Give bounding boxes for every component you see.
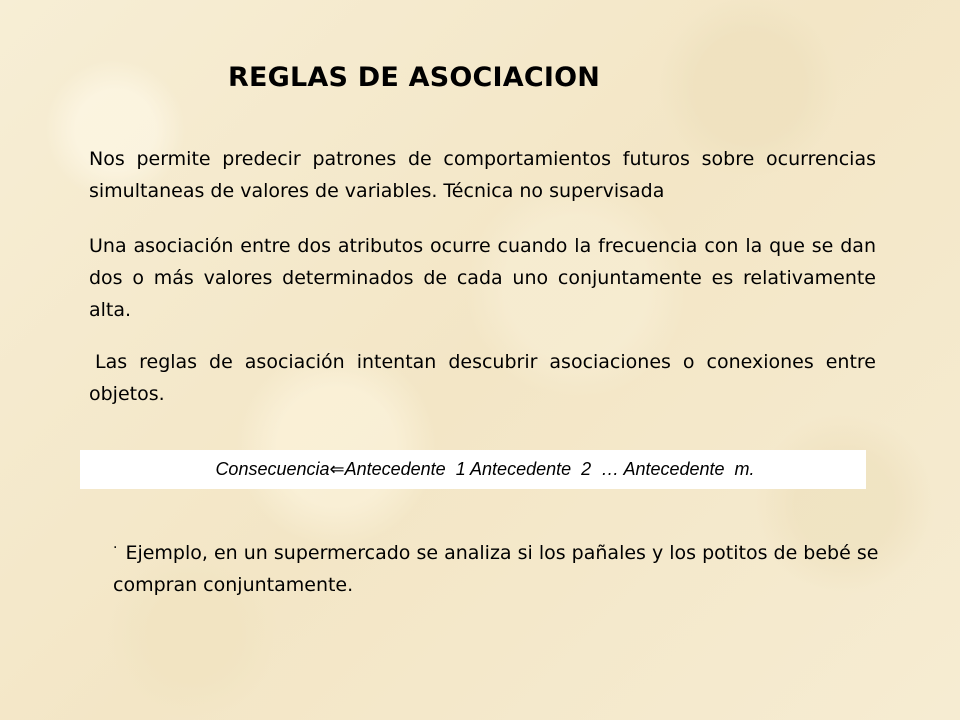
formula-box [80,450,866,489]
formula [191,459,754,480]
formula-consequent: Consecuencia [215,459,330,479]
paragraph-association-definition: Una asociación entre dos atributos ocurre cuando la frecuencia con la que se dan dos o más valores determinados de cada uno conjuntamente es relativamente alta. [89,235,876,321]
bullet-icon: · [113,540,118,556]
left-double-arrow-icon: ⇐ [329,459,345,479]
paragraph-association-rules: Las reglas de asociación intentan descubrir asociaciones o conexiones entre objetos. [89,351,876,405]
example-text: Ejemplo, en un supermercado se analiza si los pañales y los potitos de bebé se compran conjuntamente. [113,542,879,596]
formula-antecedents: Antecedente 1 Antecedente 2 … Antecedente m. [344,459,755,479]
example-item [113,538,883,600]
slide-title: REGLAS DE ASOCIACION [228,62,601,93]
paragraph-description: Nos permite predecir patrones de comportamientos futuros sobre ocurrencias simultaneas de valores de variables. Técnica no supervisada [89,148,876,202]
